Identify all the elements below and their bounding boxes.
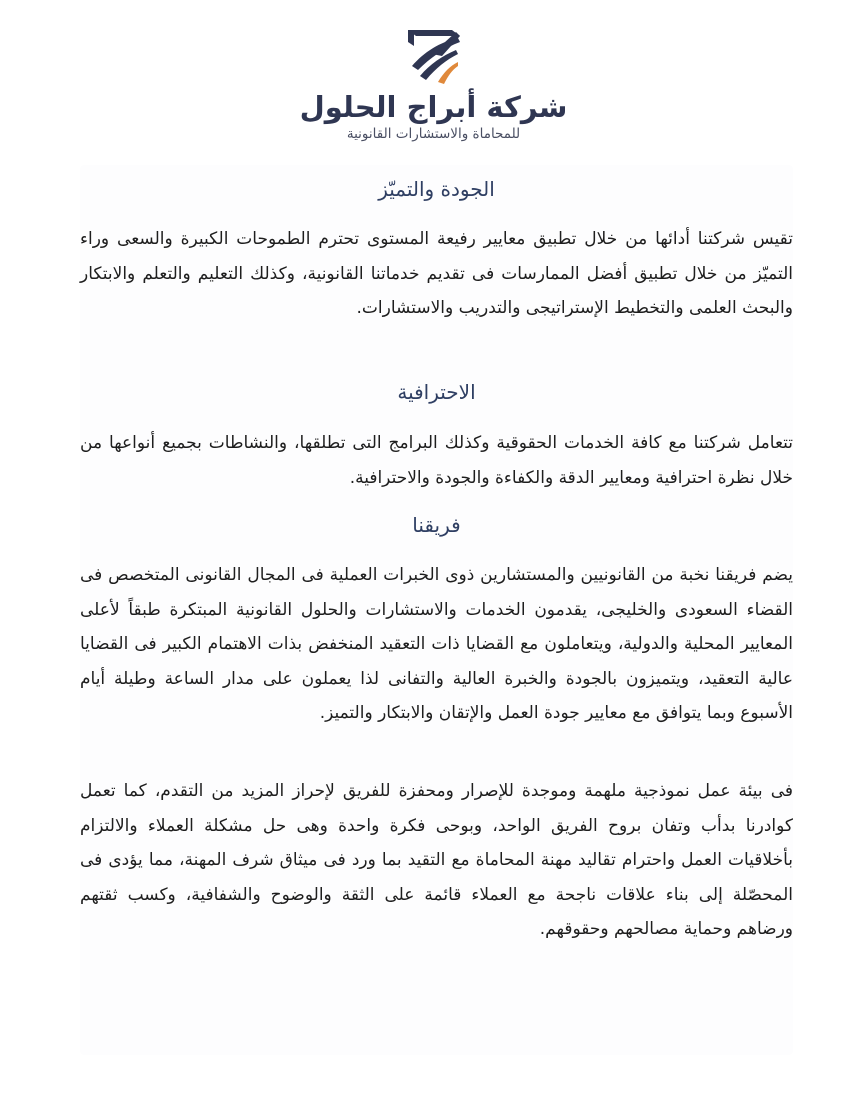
section-professionalism-paragraph: تتعامل شركتنا مع كافة الخدمات الحقوقية وكذلك البرامج التى تطلقها، والنشاطات بجميع أنواعها من خلال نظرة احترافية ومعايير الدقة والكفاءة والجودة والاحترافية. [80,433,793,488]
section-title-quality: الجودة والتميّز [378,177,495,201]
company-logo-icon [402,26,466,86]
company-tagline: للمحاماة والاستشارات القانونية [346,126,521,142]
section-title-professionalism: الاحترافية [397,380,476,404]
company-name: شركة أبراج الحلول [299,90,568,124]
section-quality-paragraph: تقيس شركتنا أدائها من خلال تطبيق معايير رفيعة المستوى تحترم الطموحات الكبيرة والسعى وراء التميّز من خلال تطبيق أفضل الممارسات فى تقديم خدماتنا القانونية، وكذلك التعليم والتعلم والابتكار والبحث العلمى والتخطيط الإستراتيجى والتدريب والاستشارات. [80,229,793,318]
section-title-team: فريقنا [412,513,461,537]
section-team-paragraph-2: فى بيئة عمل نموذجية ملهمة وموجدة للإصرار ومحفزة للفريق لإحراز المزيد من التقدم، كما تعمل كوادرنا بدأب وتفان بروح الفريق الواحد، وبوحى فكرة واحدة وهى حل مشكلة العملاء والالتزام بأخلاقيات العمل واحترام تقاليد مهنة المحاماة مع التقيد بما ورد فى ميثاق شرف المهنة، مما يؤدى فى المحصّلة إلى بناء علاقات ناجحة مع العملاء قائمة على الثقة والوضوح والشفافية، وكسب ثقتهم ورضاهم وحماية مصالحهم وحقوقهم. [80,781,793,939]
company-header [0,22,867,147]
content-panel [80,165,793,1055]
section-team-paragraph-1: يضم فريقنا نخبة من القانونيين والمستشارين ذوى الخبرات العملية فى المجال القانونى المتخصص فى القضاء السعودى والخليجى، يقدمون الخدمات والاستشارات والحلول القانونية المبتكرة طبقاً لأعلى المعايير المحلية والدولية، ويتعاملون مع القضايا ذات التعقيد المنخفض بذات الاهتمام الكبير فى القضايا عالية التعقيد، ويتميزون بالجودة والخبرة العالية والتفانى لذا يعملون على مدار الساعة وطيلة أيام الأسبوع وبما يتوافق مع معايير جودة العمل والإتقان والابتكار والتميز. [80,565,793,723]
